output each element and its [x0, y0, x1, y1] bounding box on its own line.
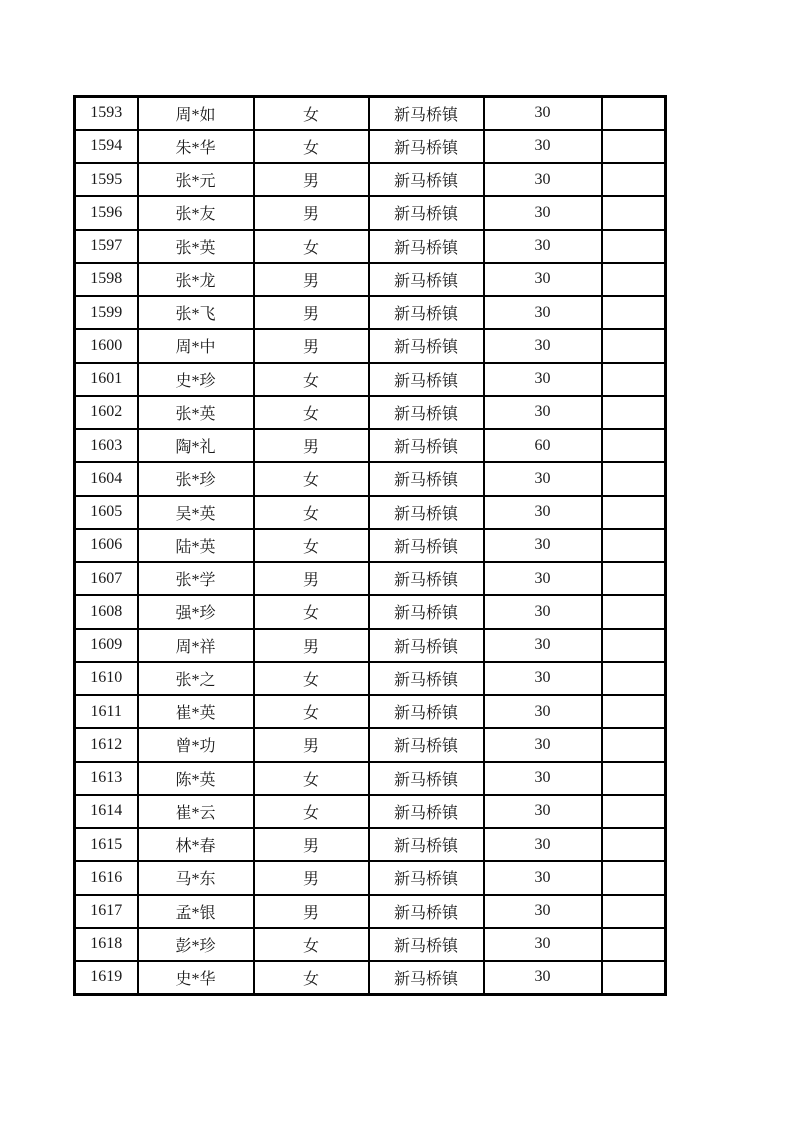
- cell-serial-number: 1598: [75, 263, 138, 296]
- cell-town: 新马桥镇: [369, 363, 484, 396]
- table-row: [75, 629, 666, 662]
- cell-amount: 30: [484, 961, 602, 994]
- cell-name: 崔*云: [138, 795, 254, 828]
- cell-serial-number: 1595: [75, 163, 138, 196]
- cell-town: 新马桥镇: [369, 396, 484, 429]
- cell-town: 新马桥镇: [369, 795, 484, 828]
- table-body: [75, 97, 666, 995]
- cell-name: 张*英: [138, 396, 254, 429]
- cell-note: [602, 529, 666, 562]
- table-row: [75, 429, 666, 462]
- cell-serial-number: 1604: [75, 462, 138, 495]
- cell-gender: 男: [254, 163, 369, 196]
- table-row: [75, 562, 666, 595]
- cell-town: 新马桥镇: [369, 296, 484, 329]
- cell-gender: 女: [254, 97, 369, 130]
- cell-amount: 30: [484, 828, 602, 861]
- cell-name: 曾*功: [138, 728, 254, 761]
- cell-note: [602, 396, 666, 429]
- cell-serial-number: 1609: [75, 629, 138, 662]
- cell-note: [602, 496, 666, 529]
- cell-gender: 女: [254, 662, 369, 695]
- cell-note: [602, 462, 666, 495]
- cell-amount: 30: [484, 230, 602, 263]
- cell-note: [602, 795, 666, 828]
- table-row: [75, 196, 666, 229]
- cell-amount: 30: [484, 662, 602, 695]
- cell-amount: 30: [484, 762, 602, 795]
- cell-note: [602, 196, 666, 229]
- table-row: [75, 861, 666, 894]
- cell-note: [602, 728, 666, 761]
- cell-name: 张*学: [138, 562, 254, 595]
- cell-gender: 女: [254, 961, 369, 994]
- cell-note: [602, 662, 666, 695]
- cell-name: 张*元: [138, 163, 254, 196]
- cell-name: 张*飞: [138, 296, 254, 329]
- table-row: [75, 97, 666, 130]
- cell-serial-number: 1608: [75, 595, 138, 628]
- cell-note: [602, 230, 666, 263]
- cell-amount: 30: [484, 629, 602, 662]
- cell-town: 新马桥镇: [369, 496, 484, 529]
- cell-town: 新马桥镇: [369, 762, 484, 795]
- cell-amount: 30: [484, 795, 602, 828]
- cell-gender: 男: [254, 296, 369, 329]
- cell-serial-number: 1610: [75, 662, 138, 695]
- cell-gender: 男: [254, 728, 369, 761]
- cell-name: 张*之: [138, 662, 254, 695]
- table-row: [75, 496, 666, 529]
- table-row: [75, 263, 666, 296]
- cell-name: 张*珍: [138, 462, 254, 495]
- cell-name: 强*珍: [138, 595, 254, 628]
- cell-town: 新马桥镇: [369, 97, 484, 130]
- cell-note: [602, 762, 666, 795]
- cell-town: 新马桥镇: [369, 662, 484, 695]
- cell-town: 新马桥镇: [369, 130, 484, 163]
- cell-gender: 女: [254, 396, 369, 429]
- cell-serial-number: 1599: [75, 296, 138, 329]
- cell-name: 孟*银: [138, 895, 254, 928]
- table-row: [75, 928, 666, 961]
- table-row: [75, 961, 666, 994]
- cell-note: [602, 130, 666, 163]
- cell-note: [602, 828, 666, 861]
- cell-note: [602, 562, 666, 595]
- cell-town: 新马桥镇: [369, 961, 484, 994]
- table-row: [75, 396, 666, 429]
- table-row: [75, 762, 666, 795]
- table-row: [75, 329, 666, 362]
- cell-note: [602, 961, 666, 994]
- cell-gender: 女: [254, 230, 369, 263]
- table-row: [75, 462, 666, 495]
- cell-amount: 30: [484, 196, 602, 229]
- cell-gender: 女: [254, 363, 369, 396]
- cell-serial-number: 1601: [75, 363, 138, 396]
- cell-serial-number: 1607: [75, 562, 138, 595]
- cell-town: 新马桥镇: [369, 595, 484, 628]
- table-row: [75, 130, 666, 163]
- cell-serial-number: 1615: [75, 828, 138, 861]
- cell-amount: 30: [484, 861, 602, 894]
- cell-town: 新马桥镇: [369, 529, 484, 562]
- cell-town: 新马桥镇: [369, 895, 484, 928]
- cell-serial-number: 1597: [75, 230, 138, 263]
- cell-name: 张*龙: [138, 263, 254, 296]
- cell-town: 新马桥镇: [369, 562, 484, 595]
- cell-name: 史*珍: [138, 363, 254, 396]
- cell-amount: 30: [484, 695, 602, 728]
- cell-amount: 30: [484, 595, 602, 628]
- cell-amount: 30: [484, 496, 602, 529]
- cell-amount: 30: [484, 728, 602, 761]
- beneficiary-roster-table: [73, 95, 667, 996]
- cell-name: 周*如: [138, 97, 254, 130]
- cell-name: 马*东: [138, 861, 254, 894]
- cell-amount: 30: [484, 363, 602, 396]
- cell-note: [602, 363, 666, 396]
- cell-gender: 男: [254, 895, 369, 928]
- cell-gender: 女: [254, 762, 369, 795]
- cell-amount: 60: [484, 429, 602, 462]
- cell-name: 林*春: [138, 828, 254, 861]
- cell-serial-number: 1617: [75, 895, 138, 928]
- cell-amount: 30: [484, 562, 602, 595]
- cell-name: 张*英: [138, 230, 254, 263]
- cell-gender: 男: [254, 861, 369, 894]
- cell-amount: 30: [484, 296, 602, 329]
- cell-town: 新马桥镇: [369, 828, 484, 861]
- table-row: [75, 662, 666, 695]
- cell-note: [602, 928, 666, 961]
- table-row: [75, 529, 666, 562]
- cell-town: 新马桥镇: [369, 163, 484, 196]
- cell-gender: 男: [254, 562, 369, 595]
- table-row: [75, 795, 666, 828]
- cell-serial-number: 1612: [75, 728, 138, 761]
- cell-name: 朱*华: [138, 130, 254, 163]
- cell-serial-number: 1600: [75, 329, 138, 362]
- cell-gender: 女: [254, 529, 369, 562]
- cell-amount: 30: [484, 263, 602, 296]
- cell-serial-number: 1594: [75, 130, 138, 163]
- cell-note: [602, 163, 666, 196]
- cell-note: [602, 263, 666, 296]
- cell-gender: 女: [254, 595, 369, 628]
- cell-name: 周*祥: [138, 629, 254, 662]
- cell-town: 新马桥镇: [369, 728, 484, 761]
- cell-name: 吴*英: [138, 496, 254, 529]
- cell-serial-number: 1593: [75, 97, 138, 130]
- cell-town: 新马桥镇: [369, 263, 484, 296]
- table-row: [75, 363, 666, 396]
- cell-gender: 女: [254, 130, 369, 163]
- cell-serial-number: 1596: [75, 196, 138, 229]
- cell-note: [602, 629, 666, 662]
- cell-name: 史*华: [138, 961, 254, 994]
- cell-gender: 女: [254, 695, 369, 728]
- cell-name: 陶*礼: [138, 429, 254, 462]
- cell-note: [602, 595, 666, 628]
- cell-note: [602, 97, 666, 130]
- cell-gender: 男: [254, 429, 369, 462]
- cell-name: 崔*英: [138, 695, 254, 728]
- cell-gender: 女: [254, 462, 369, 495]
- cell-serial-number: 1618: [75, 928, 138, 961]
- cell-serial-number: 1603: [75, 429, 138, 462]
- cell-serial-number: 1613: [75, 762, 138, 795]
- cell-town: 新马桥镇: [369, 629, 484, 662]
- cell-serial-number: 1616: [75, 861, 138, 894]
- cell-amount: 30: [484, 529, 602, 562]
- table-row: [75, 595, 666, 628]
- cell-amount: 30: [484, 895, 602, 928]
- cell-amount: 30: [484, 396, 602, 429]
- cell-gender: 男: [254, 263, 369, 296]
- cell-note: [602, 695, 666, 728]
- cell-serial-number: 1611: [75, 695, 138, 728]
- cell-name: 张*友: [138, 196, 254, 229]
- cell-town: 新马桥镇: [369, 861, 484, 894]
- table-row: [75, 728, 666, 761]
- table-row: [75, 828, 666, 861]
- cell-amount: 30: [484, 130, 602, 163]
- cell-town: 新马桥镇: [369, 928, 484, 961]
- cell-serial-number: 1619: [75, 961, 138, 994]
- cell-town: 新马桥镇: [369, 695, 484, 728]
- cell-note: [602, 329, 666, 362]
- cell-town: 新马桥镇: [369, 196, 484, 229]
- cell-gender: 男: [254, 329, 369, 362]
- cell-note: [602, 861, 666, 894]
- cell-amount: 30: [484, 462, 602, 495]
- cell-name: 周*中: [138, 329, 254, 362]
- cell-note: [602, 296, 666, 329]
- cell-name: 彭*珍: [138, 928, 254, 961]
- cell-town: 新马桥镇: [369, 462, 484, 495]
- cell-town: 新马桥镇: [369, 429, 484, 462]
- table-row: [75, 163, 666, 196]
- cell-gender: 男: [254, 629, 369, 662]
- cell-gender: 女: [254, 795, 369, 828]
- cell-gender: 女: [254, 928, 369, 961]
- cell-name: 陈*英: [138, 762, 254, 795]
- table-row: [75, 895, 666, 928]
- cell-note: [602, 895, 666, 928]
- cell-serial-number: 1606: [75, 529, 138, 562]
- cell-amount: 30: [484, 329, 602, 362]
- cell-gender: 男: [254, 196, 369, 229]
- cell-amount: 30: [484, 163, 602, 196]
- cell-amount: 30: [484, 97, 602, 130]
- cell-name: 陆*英: [138, 529, 254, 562]
- table-row: [75, 296, 666, 329]
- table-row: [75, 695, 666, 728]
- cell-town: 新马桥镇: [369, 329, 484, 362]
- cell-gender: 女: [254, 496, 369, 529]
- cell-amount: 30: [484, 928, 602, 961]
- cell-town: 新马桥镇: [369, 230, 484, 263]
- cell-serial-number: 1614: [75, 795, 138, 828]
- cell-gender: 男: [254, 828, 369, 861]
- table-row: [75, 230, 666, 263]
- cell-serial-number: 1602: [75, 396, 138, 429]
- cell-note: [602, 429, 666, 462]
- cell-serial-number: 1605: [75, 496, 138, 529]
